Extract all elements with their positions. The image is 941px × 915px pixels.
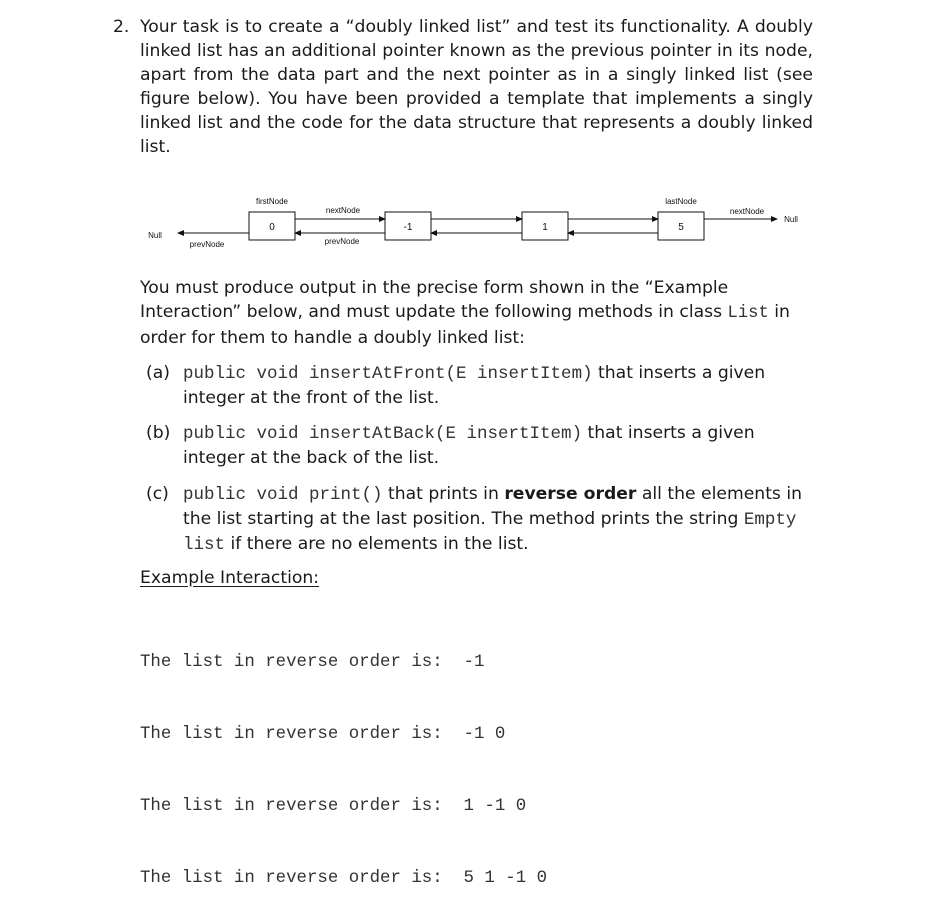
output-values: 5 1 -1 0 — [463, 869, 548, 888]
method-signature: public void insertAtFront(E insertItem) — [183, 364, 593, 384]
item-label: (a) — [146, 363, 170, 383]
output-values: 1 -1 0 — [463, 797, 527, 816]
next-node-label: nextNode — [325, 206, 361, 215]
item-text-2: all the elements in the list starting at the last position. The method prints the string — [183, 484, 803, 529]
item-text-3: if there are no elements in the list. — [225, 534, 529, 554]
null-left-label: Null — [148, 231, 162, 240]
output-values: -1 — [463, 653, 485, 672]
first-prev-node-label: prevNode — [189, 240, 225, 249]
instructions-text-2: in order for them to handle a doubly linked list: — [140, 302, 790, 348]
output-prefix: The list in reverse order is: — [140, 653, 443, 672]
question-number: 2. — [113, 17, 130, 37]
prev-node-label: prevNode — [324, 237, 360, 246]
example-output — [140, 603, 547, 915]
first-node-label: firstNode — [255, 197, 289, 206]
output-row — [140, 867, 547, 891]
node-value-1: -1 — [403, 222, 413, 233]
instructions-text-1: You must produce output in the precise form shown in the “Example Interaction” below, and must update the following methods in class — [140, 278, 729, 322]
item-label: (c) — [146, 484, 169, 504]
instructions-paragraph — [140, 276, 810, 350]
output-row — [140, 723, 547, 747]
empty-list-code: Empty list — [183, 510, 797, 555]
node-value-2: 1 — [542, 222, 548, 233]
last-next-node-label: nextNode — [729, 207, 765, 216]
example-heading — [140, 566, 319, 590]
output-prefix: The list in reverse order is: — [140, 869, 443, 888]
output-row — [140, 651, 547, 675]
item-c — [146, 482, 811, 557]
method-signature: public void print() — [183, 485, 383, 505]
null-right-label: Null — [784, 215, 798, 224]
item-text: that inserts a given integer at the front of the list. — [183, 363, 766, 408]
node-value-3: 5 — [678, 222, 684, 233]
method-signature: public void insertAtBack(E insertItem) — [183, 424, 583, 444]
node-value-0: 0 — [269, 222, 275, 233]
item-b — [146, 421, 811, 470]
item-text: that inserts a given integer at the back of the list. — [183, 423, 755, 468]
last-node-label: lastNode — [665, 197, 697, 206]
class-name-code: List — [727, 304, 769, 323]
question-text: Your task is to create a “doubly linked list” and test its functionality. A doubly linked list has an additional pointer known as the previous pointer in its node, apart from the data part and the next pointer as in a singly linked list (see figure below). You have been provided a template that implements a singly linked list and the code for the data structure that represents a doubly linked list. — [140, 17, 813, 157]
output-prefix: The list in reverse order is: — [140, 725, 443, 744]
output-prefix: The list in reverse order is: — [140, 797, 443, 816]
output-row — [140, 795, 547, 819]
item-a — [146, 361, 811, 410]
item-text: that prints in — [382, 484, 505, 504]
output-values: -1 0 — [463, 725, 506, 744]
item-label: (b) — [146, 423, 171, 443]
item-bold-text: reverse order — [504, 484, 637, 504]
example-heading-text: Example Interaction: — [140, 568, 320, 588]
